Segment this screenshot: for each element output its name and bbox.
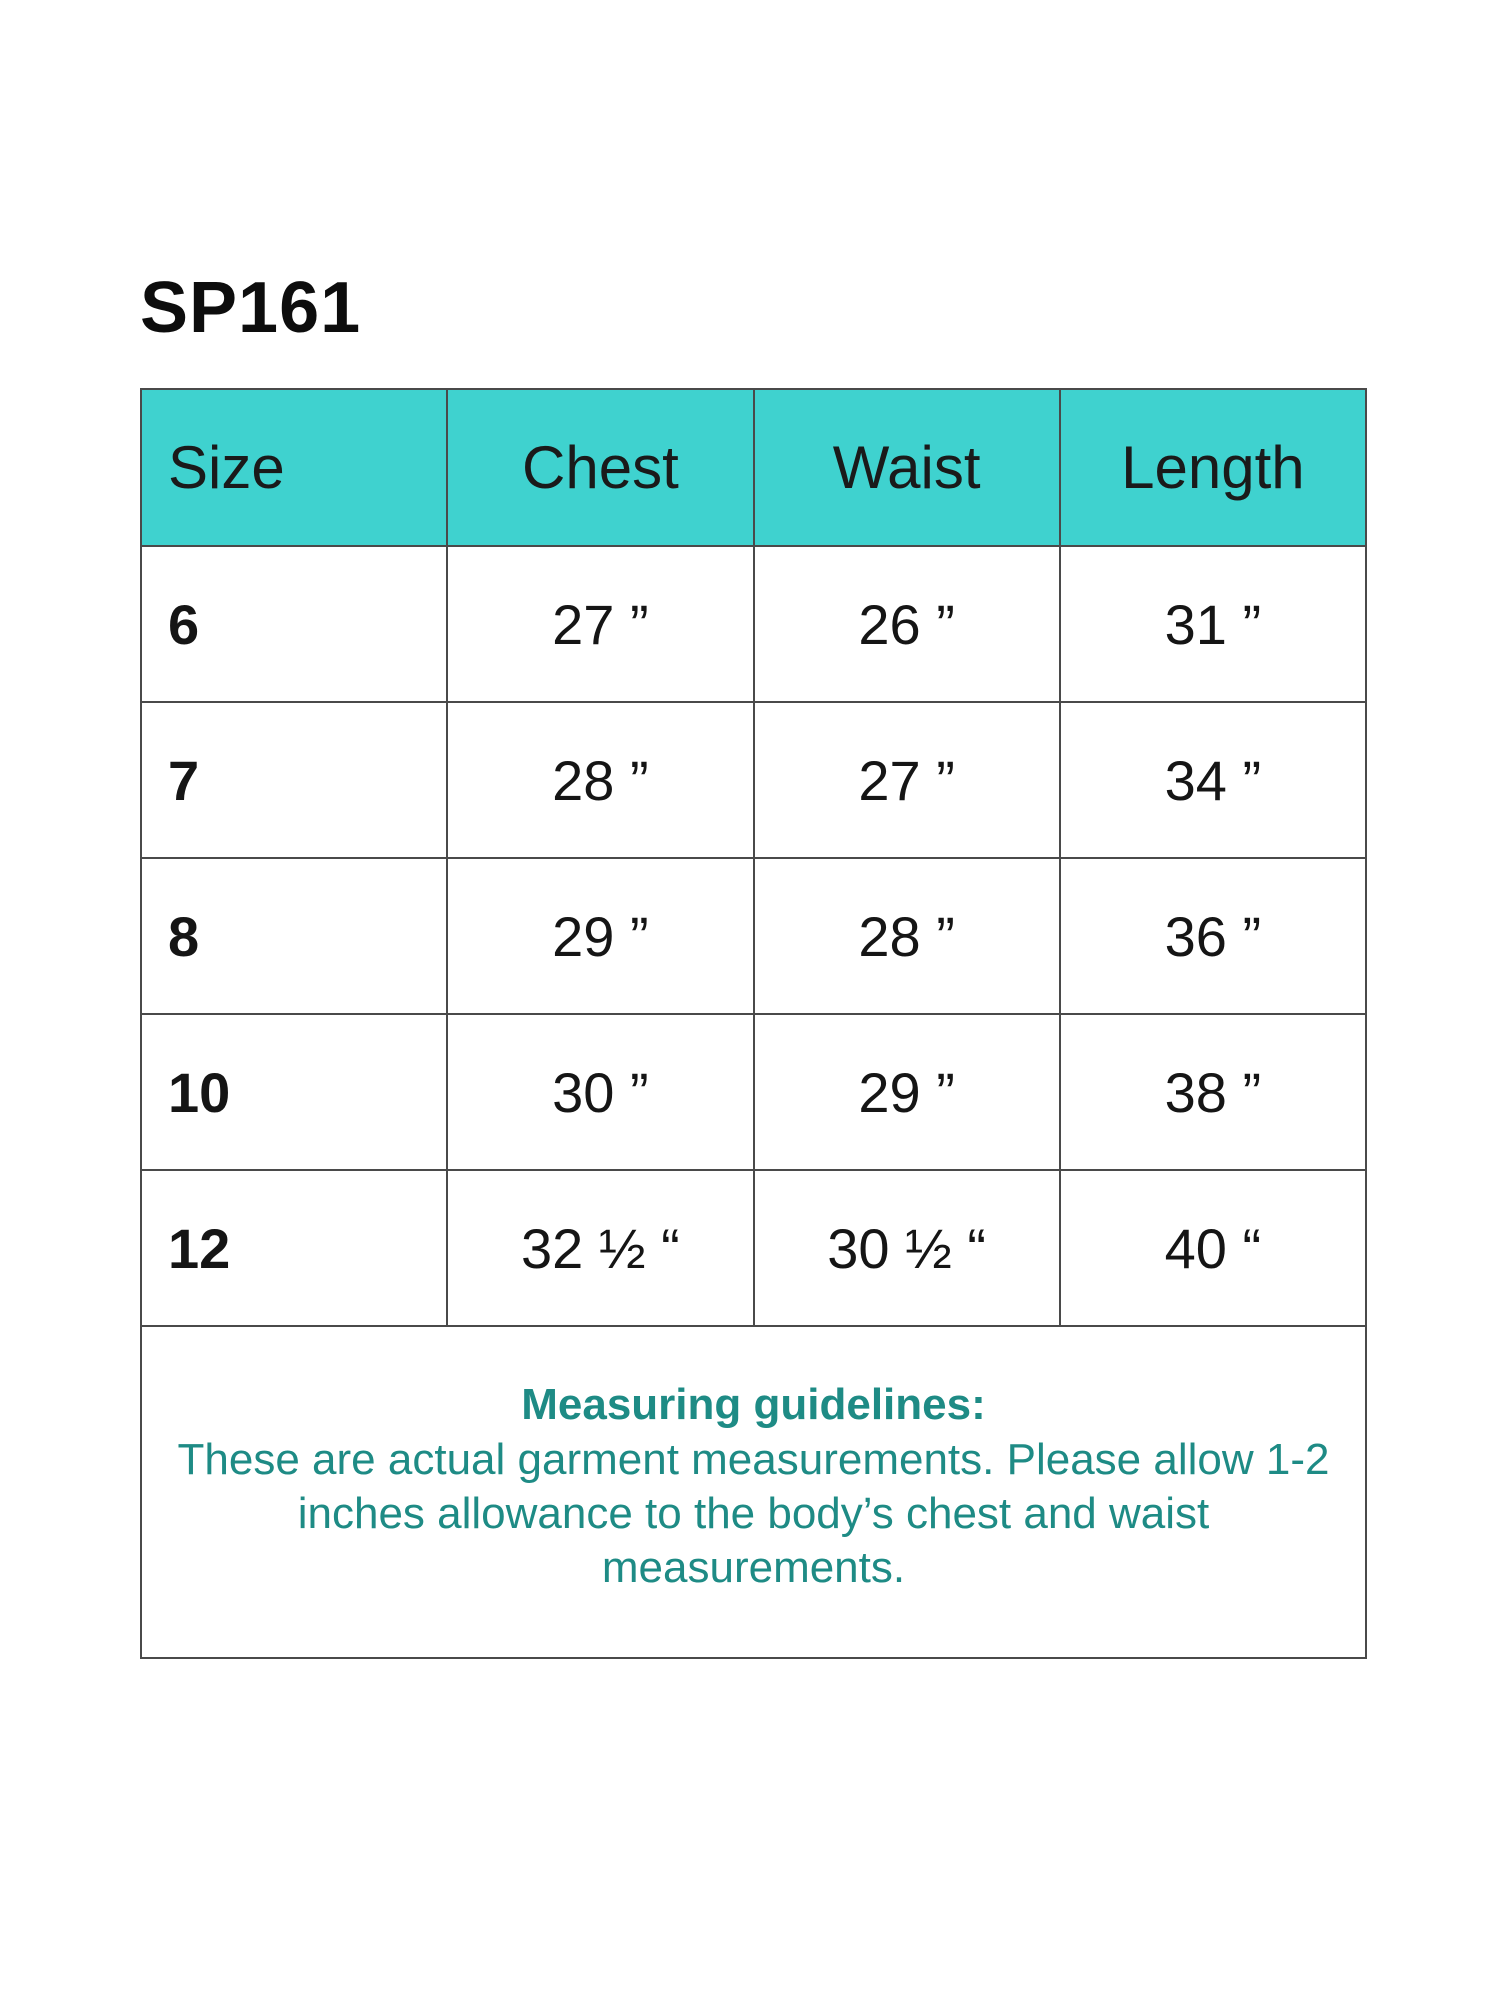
header-row bbox=[141, 389, 1366, 546]
column-header-chest: Chest bbox=[447, 389, 753, 546]
waist-cell: 27 ” bbox=[754, 702, 1060, 858]
size-cell: 6 bbox=[141, 546, 447, 702]
chest-cell: 32 ½ “ bbox=[447, 1170, 753, 1326]
table-row bbox=[141, 858, 1366, 1014]
waist-cell: 26 ” bbox=[754, 546, 1060, 702]
waist-cell: 29 ” bbox=[754, 1014, 1060, 1170]
table-header bbox=[141, 389, 1366, 546]
column-header-size: Size bbox=[141, 389, 447, 546]
guidelines-heading: Measuring guidelines: bbox=[521, 1380, 986, 1429]
size-cell: 8 bbox=[141, 858, 447, 1014]
waist-cell: 28 ” bbox=[754, 858, 1060, 1014]
table-row bbox=[141, 702, 1366, 858]
chest-cell: 29 ” bbox=[447, 858, 753, 1014]
table-row bbox=[141, 1170, 1366, 1326]
size-cell: 7 bbox=[141, 702, 447, 858]
table-row bbox=[141, 546, 1366, 702]
waist-cell: 30 ½ “ bbox=[754, 1170, 1060, 1326]
chest-cell: 27 ” bbox=[447, 546, 753, 702]
table-body bbox=[141, 546, 1366, 1658]
length-cell: 31 ” bbox=[1060, 546, 1366, 702]
chest-cell: 30 ” bbox=[447, 1014, 753, 1170]
length-cell: 36 ” bbox=[1060, 858, 1366, 1014]
notes-row bbox=[141, 1326, 1366, 1658]
size-cell: 12 bbox=[141, 1170, 447, 1326]
length-cell: 40 “ bbox=[1060, 1170, 1366, 1326]
table-row bbox=[141, 1014, 1366, 1170]
column-header-waist: Waist bbox=[754, 389, 1060, 546]
length-cell: 34 ” bbox=[1060, 702, 1366, 858]
page-title: SP161 bbox=[140, 268, 362, 348]
chest-cell: 28 ” bbox=[447, 702, 753, 858]
column-header-length: Length bbox=[1060, 389, 1366, 546]
size-cell: 10 bbox=[141, 1014, 447, 1170]
length-cell: 38 ” bbox=[1060, 1014, 1366, 1170]
guidelines-text: These are actual garment measurements. Please allow 1-2 inches allowance to the body’s chest and waist measurements. bbox=[177, 1435, 1330, 1592]
size-chart-table bbox=[140, 388, 1367, 1659]
measuring-guidelines bbox=[141, 1326, 1366, 1658]
